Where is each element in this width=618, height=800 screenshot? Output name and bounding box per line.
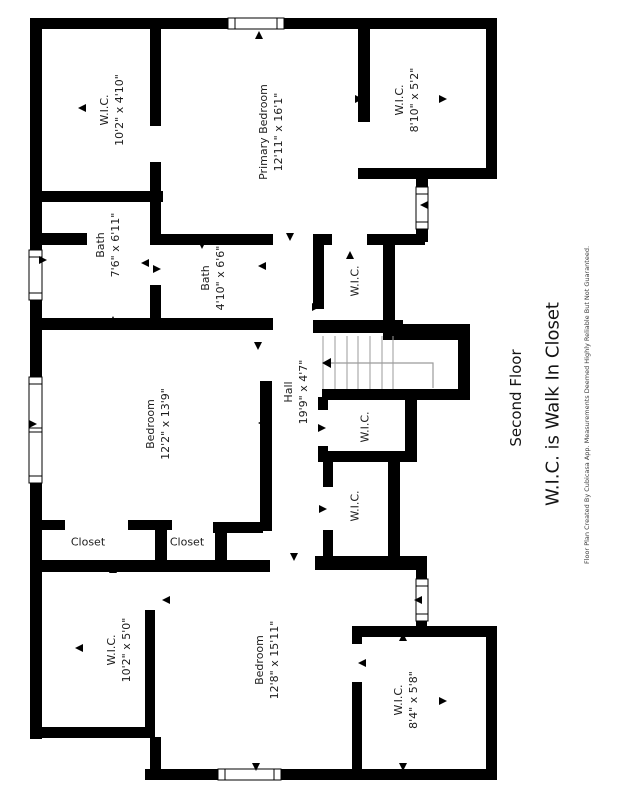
wall bbox=[352, 626, 362, 644]
room-label-wic-hall-lower bbox=[349, 490, 364, 521]
room-label-wic-top-left bbox=[98, 74, 128, 146]
door-tick bbox=[290, 553, 298, 561]
floor-title: Second Floor bbox=[507, 349, 525, 447]
window bbox=[218, 769, 281, 780]
wall bbox=[35, 520, 65, 530]
room-label-bedroom-middle bbox=[144, 388, 174, 460]
door-tick bbox=[286, 233, 294, 241]
room-label-bedroom-bottom bbox=[253, 621, 283, 700]
attribution-text: Floor Plan Created By Cubicasa App. Measurements Deemed Highly Reliable But Not Guaranteed. bbox=[583, 245, 591, 565]
room-label-closet-right bbox=[170, 536, 204, 551]
room-name: W.I.C. bbox=[105, 634, 119, 666]
wall bbox=[486, 626, 497, 780]
room-name: W.I.C. bbox=[348, 490, 362, 522]
room-name: Hall bbox=[282, 381, 296, 403]
room-dimensions: 10'2" x 4'10" bbox=[113, 74, 126, 146]
wall bbox=[30, 233, 87, 245]
wall bbox=[358, 168, 497, 179]
wall bbox=[313, 245, 324, 309]
wall bbox=[323, 462, 333, 487]
wall bbox=[315, 556, 427, 570]
wall bbox=[145, 610, 155, 737]
room-label-primary-bedroom bbox=[257, 84, 287, 180]
door-tick bbox=[439, 95, 447, 103]
room-dimensions: 8'4" x 5'8" bbox=[407, 671, 420, 729]
room-name: Bath bbox=[94, 232, 108, 258]
wall bbox=[260, 381, 272, 531]
room-label-closet-left bbox=[71, 536, 105, 551]
wall bbox=[322, 451, 417, 462]
door-tick bbox=[358, 659, 366, 667]
wall bbox=[150, 234, 273, 245]
door-tick bbox=[254, 342, 262, 350]
wall bbox=[388, 457, 400, 558]
room-label-wic-top-right bbox=[393, 68, 423, 133]
door-tick bbox=[439, 697, 447, 705]
room-dimensions: 12'2" x 13'9" bbox=[159, 388, 172, 460]
room-label-wic-hall-mid bbox=[359, 411, 374, 442]
wall bbox=[150, 737, 161, 780]
room-name: W.I.C. bbox=[348, 265, 362, 297]
room-name: Closet bbox=[169, 535, 205, 549]
door-tick bbox=[319, 505, 327, 513]
wall bbox=[30, 191, 163, 202]
room-label-wic-primary-hall bbox=[349, 265, 364, 296]
wall bbox=[215, 522, 227, 567]
room-label-bath-hall bbox=[199, 246, 229, 311]
room-dimensions: 10'2" x 5'0" bbox=[120, 617, 133, 683]
room-name: Bedroom bbox=[144, 399, 158, 449]
wall bbox=[155, 528, 167, 565]
wall bbox=[352, 626, 497, 637]
room-dimensions: 19'9" x 4'7" bbox=[297, 359, 310, 425]
wall bbox=[30, 727, 155, 738]
door-tick bbox=[346, 251, 354, 259]
wall bbox=[150, 18, 161, 126]
wall bbox=[30, 318, 273, 330]
door-tick bbox=[39, 256, 47, 264]
wall bbox=[313, 234, 332, 245]
room-dimensions: 4'10" x 6'6" bbox=[214, 245, 227, 311]
wall bbox=[383, 324, 470, 340]
room-name: W.I.C. bbox=[393, 84, 407, 116]
wall bbox=[383, 234, 395, 332]
door-tick bbox=[255, 31, 263, 39]
wall bbox=[318, 397, 328, 410]
wall bbox=[358, 18, 370, 122]
door-tick bbox=[75, 644, 83, 652]
wall bbox=[486, 18, 497, 179]
wall bbox=[145, 769, 497, 780]
room-dimensions: 7'6" x 6'11" bbox=[109, 212, 122, 278]
window bbox=[29, 377, 42, 483]
room-name: Bedroom bbox=[253, 635, 267, 685]
door-tick bbox=[162, 596, 170, 604]
wic-legend: W.I.C. is Walk In Closet bbox=[542, 302, 564, 506]
room-name: Bath bbox=[199, 265, 213, 291]
room-name: W.I.C. bbox=[98, 94, 112, 126]
room-label-wic-bottom-left bbox=[105, 618, 135, 683]
room-name: Closet bbox=[70, 535, 106, 549]
room-name: W.I.C. bbox=[392, 684, 406, 716]
window bbox=[228, 18, 284, 29]
wall bbox=[367, 234, 425, 245]
door-tick bbox=[258, 262, 266, 270]
room-name: Primary Bedroom bbox=[257, 84, 271, 180]
room-dimensions: 12'11" x 16'1" bbox=[272, 92, 285, 172]
wall bbox=[323, 530, 333, 558]
door-tick bbox=[141, 259, 149, 267]
room-label-hall bbox=[282, 360, 312, 425]
room-name: W.I.C. bbox=[358, 411, 372, 443]
room-dimensions: 8'10" x 5'2" bbox=[408, 67, 421, 133]
door-tick bbox=[318, 424, 326, 432]
room-label-bath-front bbox=[94, 213, 124, 278]
wall bbox=[30, 560, 270, 572]
door-tick bbox=[78, 104, 86, 112]
wall bbox=[352, 682, 362, 770]
wall bbox=[322, 389, 470, 400]
room-dimensions: 12'8" x 15'11" bbox=[268, 620, 281, 700]
wall bbox=[416, 556, 427, 581]
door-tick bbox=[153, 265, 161, 273]
room-label-wic-bottom-right bbox=[392, 671, 422, 729]
